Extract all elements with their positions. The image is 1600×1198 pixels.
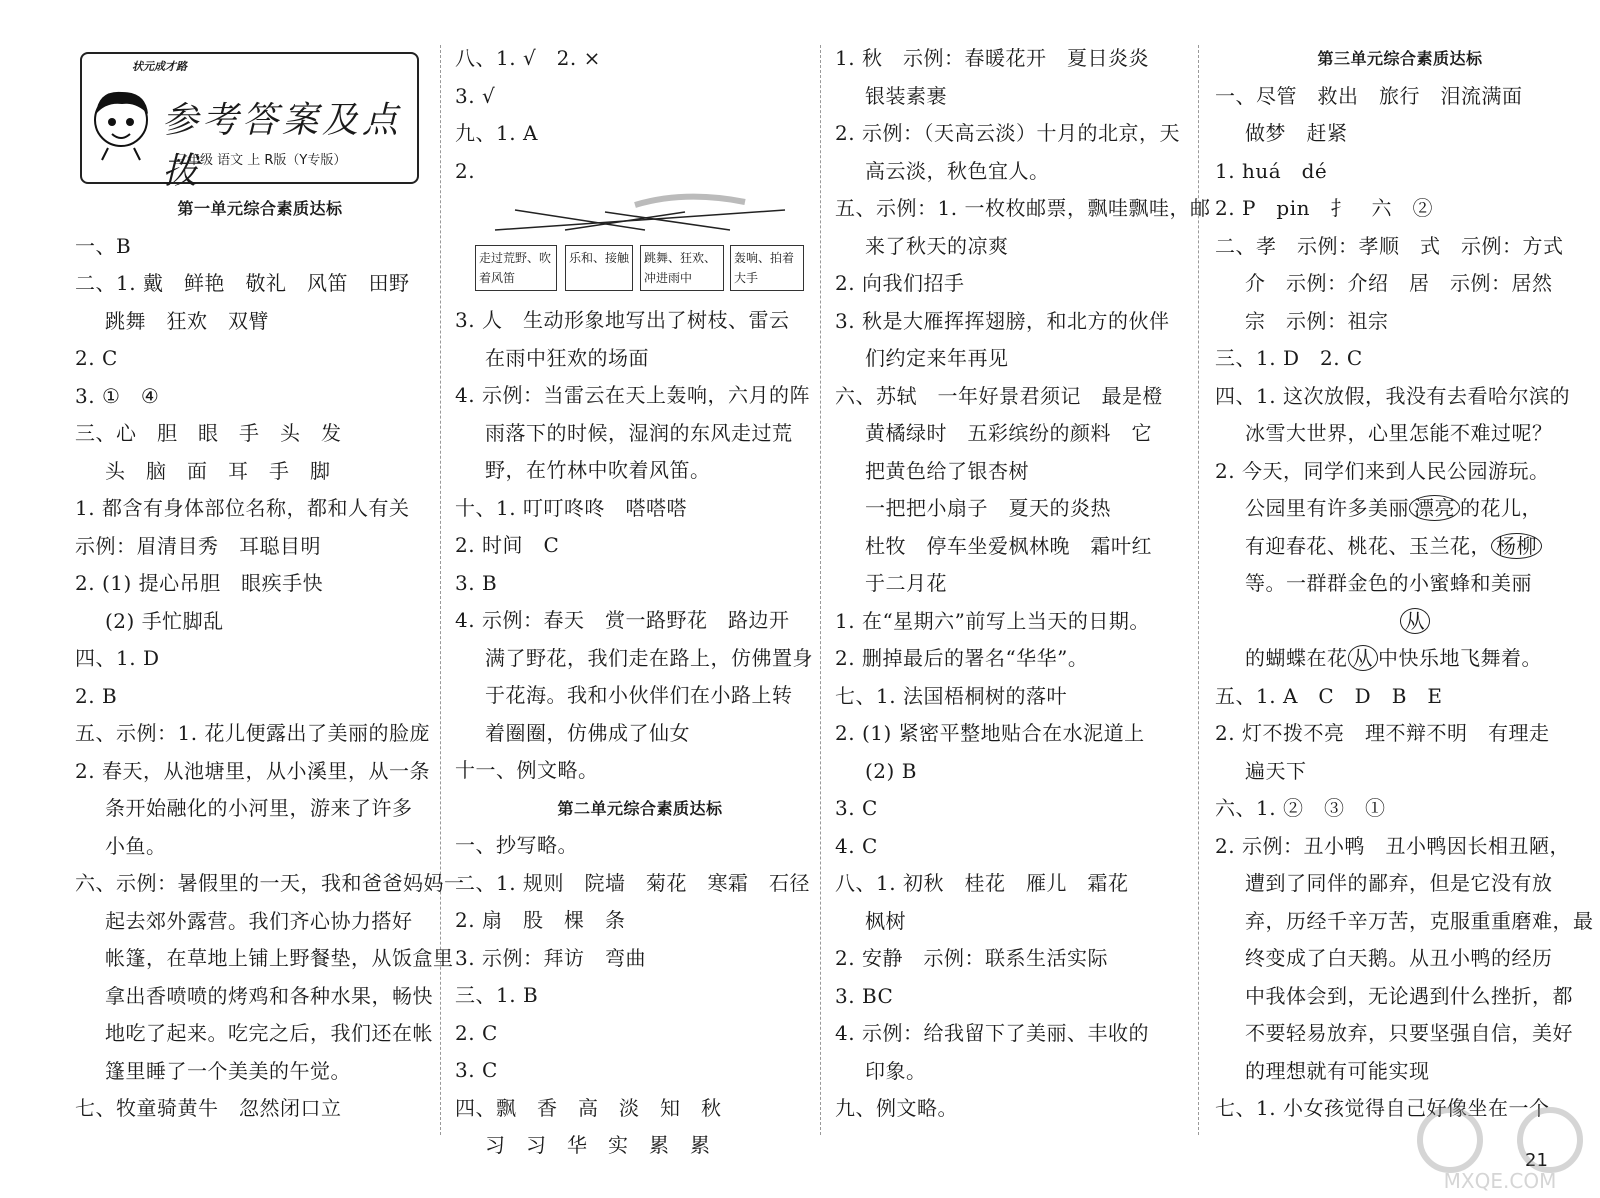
answer-line: 遍天下 bbox=[1245, 758, 1307, 783]
answer-line: 六、苏轼 一年好景君须记 最是橙 bbox=[835, 383, 1163, 408]
section-heading: 第三单元综合素质达标 bbox=[1317, 49, 1483, 68]
answer-text: 的蝴蝶在花 bbox=[1245, 646, 1348, 670]
answer-column-3 bbox=[835, 40, 1211, 1128]
answer-line: 3. 示例：拜访 弯曲 bbox=[455, 945, 646, 970]
answer-line: 五、示例：1. 一枚枚邮票，飘哇飘哇，邮 bbox=[835, 196, 1211, 220]
answer-line: 2. 扇 股 棵 条 bbox=[455, 908, 626, 932]
answer-line: 介 示例：介绍 居 示例：居然 bbox=[1245, 271, 1553, 295]
answer-line: 4. 示例：当雷云在天上轰响，六月的阵 bbox=[455, 383, 810, 407]
answer-line: 不要轻易放弃，只要坚强自信，美好 bbox=[1245, 1021, 1573, 1045]
section-heading: 第二单元综合素质达标 bbox=[557, 798, 723, 818]
answer-text: 有迎春花、桃花、玉兰花 bbox=[1245, 533, 1471, 558]
answer-line: 1. 在“星期六”前写上当天的日期。 bbox=[835, 608, 1150, 633]
answer-line: 小鱼。 bbox=[105, 833, 167, 858]
answer-line: 冰雪大世界，心里怎能不难过呢？ bbox=[1245, 421, 1553, 445]
answer-text: 公园里有许多美丽 bbox=[1245, 496, 1409, 520]
answer-line: 六、示例：暑假里的一天，我和爸爸妈妈一 bbox=[75, 871, 465, 895]
answer-line: 高云淡，秋色宜人。 bbox=[865, 158, 1050, 183]
answer-line: 七、1. 小女孩觉得自己好像坐在一个 bbox=[1215, 1096, 1550, 1120]
answer-line: 宗 示例：祖宗 bbox=[1245, 308, 1389, 333]
answer-line: 一、抄写略。 bbox=[455, 833, 578, 857]
answer-line bbox=[1215, 640, 1585, 678]
answer-line: 3. B bbox=[455, 570, 498, 595]
answer-line: 3. ① ④ bbox=[75, 383, 160, 408]
answer-line: 帐篷，在草地上铺上野餐垫，从饭盒里 bbox=[105, 946, 454, 970]
answer-line: 把黄色给了银杏树 bbox=[865, 458, 1029, 483]
answer-line: 于花海。我和小伙伴们在小路上转 bbox=[485, 683, 793, 707]
answer-line: 2. 向我们招手 bbox=[835, 271, 965, 295]
match-box: 跳舞、狂欢、冲进雨中 bbox=[640, 245, 724, 291]
watermark-logo-icon bbox=[1410, 1100, 1590, 1195]
answer-line: 于二月花 bbox=[865, 571, 947, 595]
answer-line: 银装素裹 bbox=[865, 83, 947, 108]
answer-line: 2. (1) 提心吊胆 眼疾手快 bbox=[75, 571, 324, 595]
answer-line: 七、1. 法国梧桐树的落叶 bbox=[835, 683, 1067, 708]
answer-line: 野，在竹林中吹着风笛。 bbox=[485, 458, 711, 482]
logo-brand: 状元成才路 bbox=[132, 60, 187, 73]
answer-line: 二、1. 戴 鲜艳 敬礼 风笛 田野 bbox=[75, 271, 410, 295]
answer-line: 4. 示例：春天 赏一路野花 路边开 bbox=[455, 608, 790, 632]
answer-line: 2. 示例：丑小鸭 丑小鸭因长相丑陋， bbox=[1215, 833, 1570, 858]
answer-line: 2. bbox=[455, 158, 476, 183]
answer-line: 等。一群群金色的小蜜蜂和美丽 bbox=[1245, 571, 1532, 595]
answer-text: 的花儿， bbox=[1460, 496, 1542, 520]
answer-line: 印象。 bbox=[865, 1058, 927, 1083]
section-heading: 第一单元综合素质达标 bbox=[177, 199, 343, 218]
answer-line: 枫树 bbox=[865, 908, 906, 933]
answer-line: 头 脑 面 耳 手 脚 bbox=[105, 458, 331, 483]
answer-line: 2. 时间 C bbox=[455, 533, 560, 557]
answer-line: 遭到了同伴的鄙弃，但是它没有放 bbox=[1245, 871, 1553, 895]
answer-line: 十一、例文略。 bbox=[455, 758, 599, 782]
answer-line: 2. 春天，从池塘里，从小溪里，从一条 bbox=[75, 758, 430, 783]
answer-line: 4. 示例：给我留下了美丽、丰收的 bbox=[835, 1021, 1149, 1045]
answer-line: 一、尽管 救出 旅行 泪流满面 bbox=[1215, 83, 1523, 108]
answer-line: 3. √ bbox=[455, 83, 496, 108]
answer-line: 八、1. 初秋 桂花 雁儿 霜花 bbox=[835, 871, 1129, 895]
answer-line: 拿出香喷喷的烤鸡和各种水果，畅快 bbox=[105, 983, 433, 1008]
answer-line: 一把把小扇子 夏天的炎热 bbox=[865, 496, 1111, 520]
circled-word: 从 bbox=[1348, 645, 1379, 671]
answer-line: 起去郊外露营。我们齐心协力搭好 bbox=[105, 908, 413, 933]
answer-line: 3. C bbox=[835, 796, 878, 820]
answer-line: 雨落下的时候，湿润的东风走过荒 bbox=[485, 420, 793, 445]
answer-line: 在雨中狂欢的场面 bbox=[485, 345, 649, 370]
answer-line: 五、示例：1. 花儿便露出了美丽的脸庞 bbox=[75, 721, 430, 745]
answer-line: 中我体会到，无论遇到什么挫折，都 bbox=[1245, 983, 1573, 1008]
answer-line: 满了野花，我们走在路上，仿佛置身 bbox=[485, 645, 813, 670]
answer-line: 2. P pin 扌 六 ② bbox=[1215, 196, 1433, 220]
answer-line: 四、1. D bbox=[75, 646, 160, 670]
answer-line: 3. BC bbox=[835, 983, 894, 1008]
answer-line: 跳舞 狂欢 双臂 bbox=[105, 308, 269, 333]
answer-line: 1. huá dé bbox=[1215, 158, 1328, 183]
answer-line: 十、1. 叮叮咚咚 嗒嗒嗒 bbox=[455, 495, 687, 520]
answer-line: 六、1. ② ③ ① bbox=[1215, 796, 1386, 820]
answer-line: 着圈圈，仿佛成了仙女 bbox=[485, 720, 690, 745]
matching-lines bbox=[485, 190, 825, 250]
answer-line: 做梦 赶紧 bbox=[1245, 121, 1348, 145]
answer-line bbox=[1215, 490, 1585, 528]
answer-line: 九、例文略。 bbox=[835, 1096, 958, 1120]
answer-line: 2. 今天，同学们来到人民公园游玩。 bbox=[1215, 458, 1550, 483]
answer-line bbox=[1215, 603, 1585, 641]
answer-line: 三、1. B bbox=[455, 983, 539, 1007]
answer-line: 示例：眉清目秀 耳聪目明 bbox=[75, 533, 321, 558]
answer-line: 1. 秋 示例：春暖花开 夏日炎炎 bbox=[835, 46, 1149, 70]
answer-line: 弃，历经千辛万苦，克服重重磨难，最 bbox=[1245, 908, 1594, 933]
answer-line: (2) 手忙脚乱 bbox=[105, 608, 224, 633]
answer-line: 3. 人 生动形象地写出了树枝、雷云 bbox=[455, 308, 790, 332]
answer-line: 条开始融化的小河里，游来了许多 bbox=[105, 796, 413, 820]
answer-line: 七、牧童骑黄牛 忽然闭口立 bbox=[75, 1096, 342, 1120]
answer-line: 一、B bbox=[75, 233, 132, 258]
answer-line: 杜牧 停车坐爱枫林晚 霜叶红 bbox=[865, 533, 1152, 558]
answer-column-1 bbox=[75, 190, 465, 1128]
answer-line: 终变成了白天鹅。从丑小鸭的经历 bbox=[1245, 946, 1553, 970]
cartoon-face-icon bbox=[88, 84, 158, 162]
answer-text: 中快乐地飞舞着。 bbox=[1378, 646, 1542, 670]
circled-word: 杨柳 bbox=[1491, 533, 1542, 559]
answer-line: 习 习 华 实 累 累 bbox=[485, 1133, 711, 1157]
answer-line: 2. 示例：（天高云淡）十月的北京，天 bbox=[835, 121, 1180, 145]
answer-line: 2. B bbox=[75, 683, 118, 708]
answer-line: 2. (1) 紧密平整地贴合在水泥道上 bbox=[835, 721, 1145, 745]
answer-line: 三、心 胆 眼 手 头 发 bbox=[75, 421, 342, 445]
match-box: 乐和、接触 bbox=[565, 245, 633, 291]
answer-line: 二、孝 示例：孝顺 式 示例：方式 bbox=[1215, 233, 1564, 258]
answer-line: 2. 灯不拨不亮 理不辩不明 有理走 bbox=[1215, 721, 1550, 745]
answer-line: 4. C bbox=[835, 833, 878, 858]
watermark-text: MXQE.COM bbox=[1443, 1169, 1557, 1193]
answer-line: 的理想就有可能实现 bbox=[1245, 1058, 1430, 1083]
match-box: 轰响、拍着大手 bbox=[730, 245, 804, 291]
inserted-word: 从 bbox=[1400, 608, 1431, 634]
answer-line: 3. C bbox=[455, 1058, 498, 1082]
answer-line: 有迎春花、桃花、玉兰花， 杨柳 bbox=[1215, 528, 1585, 566]
answer-line: 三、1. D 2. C bbox=[1215, 346, 1363, 370]
logo-title: 参考答案及点拨 bbox=[162, 100, 403, 192]
answer-line: 四、1. 这次放假，我没有去看哈尔滨的 bbox=[1215, 383, 1570, 408]
answer-column-2 bbox=[455, 40, 825, 1165]
page-number: 21 bbox=[1525, 1150, 1548, 1171]
answer-line: 黄橘绿时 五彩缤纷的颜料 它 bbox=[865, 421, 1152, 445]
answer-line: 四、飘 香 高 淡 知 秋 bbox=[455, 1095, 722, 1120]
answer-line: 2. 删掉最后的署名“华华”。 bbox=[835, 646, 1089, 670]
answer-line: 2. C bbox=[75, 346, 118, 370]
answer-column-4 bbox=[1215, 40, 1594, 1128]
answer-line: 九、1. A bbox=[455, 121, 538, 145]
answer-line: (2) B bbox=[865, 758, 917, 783]
answer-line: 来了秋天的凉爽 bbox=[865, 233, 1009, 258]
answer-line: 1. 都含有身体部位名称，都和人有关 bbox=[75, 496, 410, 520]
logo-subtitle: 三年级 语文 上 R版（Y专版） bbox=[174, 153, 347, 168]
answer-line: 地吃了起来。吃完之后，我们还在帐 bbox=[105, 1021, 433, 1045]
matching-diagram bbox=[455, 190, 825, 302]
answer-line: 五、1. A C D B E bbox=[1215, 683, 1443, 708]
answer-line: 3. 秋是大雁挥挥翅膀，和北方的伙伴 bbox=[835, 308, 1170, 333]
circled-word: 漂亮 bbox=[1409, 495, 1460, 521]
answer-line: 2. C bbox=[455, 1020, 498, 1045]
book-logo bbox=[80, 52, 419, 192]
answer-line: 篷里睡了一个美美的午觉。 bbox=[105, 1058, 351, 1083]
answer-line: 2. 安静 示例：联系生活实际 bbox=[835, 946, 1108, 970]
match-box: 走过荒野、吹着风笛 bbox=[475, 245, 557, 291]
answer-line: 们约定来年再见 bbox=[865, 346, 1009, 370]
answer-line: 八、1. √ 2. × bbox=[455, 46, 601, 70]
answer-line: 二、1. 规则 院墙 菊花 寒霜 石径 bbox=[455, 870, 810, 895]
